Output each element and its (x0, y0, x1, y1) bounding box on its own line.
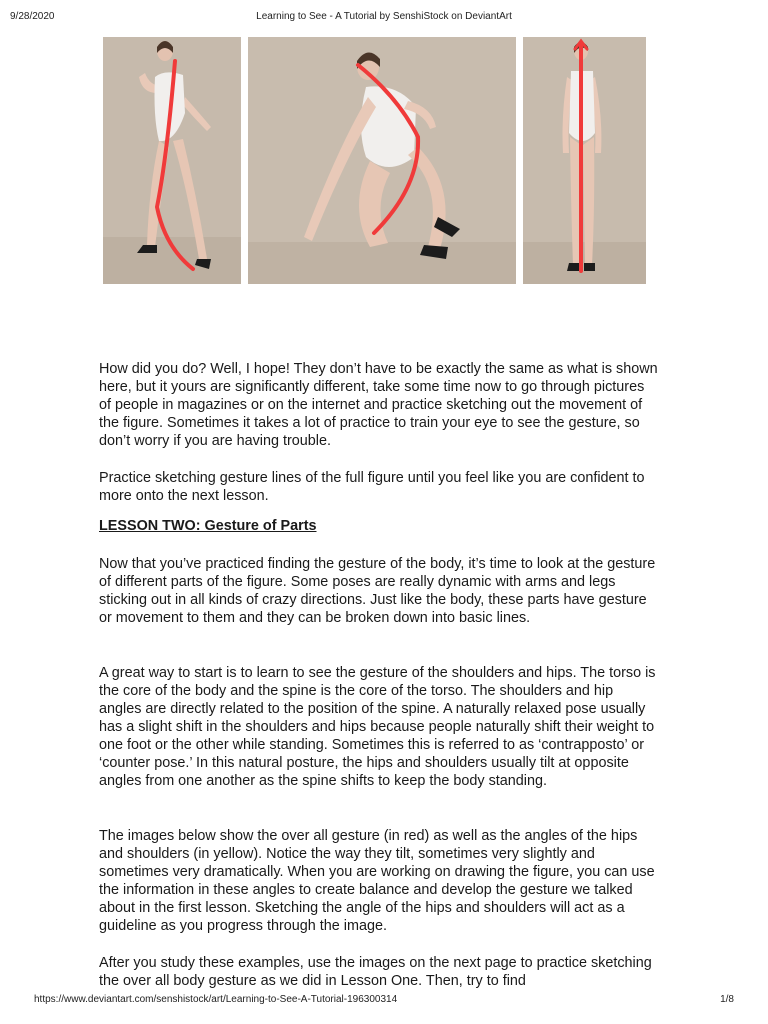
print-date: 9/28/2020 (10, 11, 55, 22)
lesson-two-heading: LESSON TWO: Gesture of Parts (99, 518, 317, 534)
paragraph-images-below: The images below show the over all gesture (in red) as well as the angles of the hips and shoulders (in yellow). Notice the way they tilt, sometimes very slightly and sometimes very dramatically. When you are working on drawing the figure, you can use the information in these angles to create balance and develop the gesture we talked about in the first lesson. Sketching the angle of the hips and shoulders will act as a guideline as you progress through the image. (99, 828, 655, 934)
print-page-title: Learning to See - A Tutorial by SenshiStock on DeviantArt (256, 11, 512, 22)
print-page-number: 1/8 (720, 994, 734, 1005)
photo-pose-standing-twist (103, 37, 241, 284)
paragraph-after-you-study: After you study these examples, use the images on the next page to practice sketching the over all body gesture as we did in Lesson One. Then, try to find (99, 955, 652, 989)
paragraph-gesture-of-parts-intro: Now that you’ve practiced finding the gesture of the body, it’s time to look at the gesture of different parts of the figure. Some poses are really dynamic with arms and legs sticking out in all kinds of crazy directions. Just like the body, these parts have gesture or movement to them and they can be broken down into basic lines. (99, 556, 656, 626)
figure-illustration-1 (103, 37, 241, 284)
print-url: https://www.deviantart.com/senshistock/art/Learning-to-See-A-Tutorial-196300314 (34, 994, 398, 1005)
photo-pose-kneeling (248, 37, 516, 284)
paragraph-how-did-you-do: How did you do? Well, I hope! They don’t have to be exactly the same as what is shown here, but it yours are significantly different, take some time now to go through pictures of people in magazines or on the internet and practice sketching out the movement of the figure. Sometimes it takes a lot of practice to train your eye to see the gesture, so don’t worry if you are having trouble. (99, 361, 658, 449)
figure-illustration-3 (523, 37, 646, 284)
paragraph-practice-sketching: Practice sketching gesture lines of the full figure until you feel like you are confident to more onto the next lesson. (99, 470, 645, 504)
figure-illustration-2 (248, 37, 516, 284)
photo-pose-standing-straight (523, 37, 646, 284)
paragraph-shoulders-and-hips: A great way to start is to learn to see the gesture of the shoulders and hips. The torso is the core of the body and the spine is the core of the torso. The shoulders and hip angles are directly related to the position of the spine. A naturally relaxed pose usually has a slight shift in the shoulders and hips because people naturally shift their weight to one foot or the other while standing. Sometimes this is referred to as ‘contrapposto’ or ‘counter pose.’ In this natural posture, the hips and shoulders usually tilt at opposite angles from one another as the spine shifts to keep the body standing. (99, 665, 656, 789)
